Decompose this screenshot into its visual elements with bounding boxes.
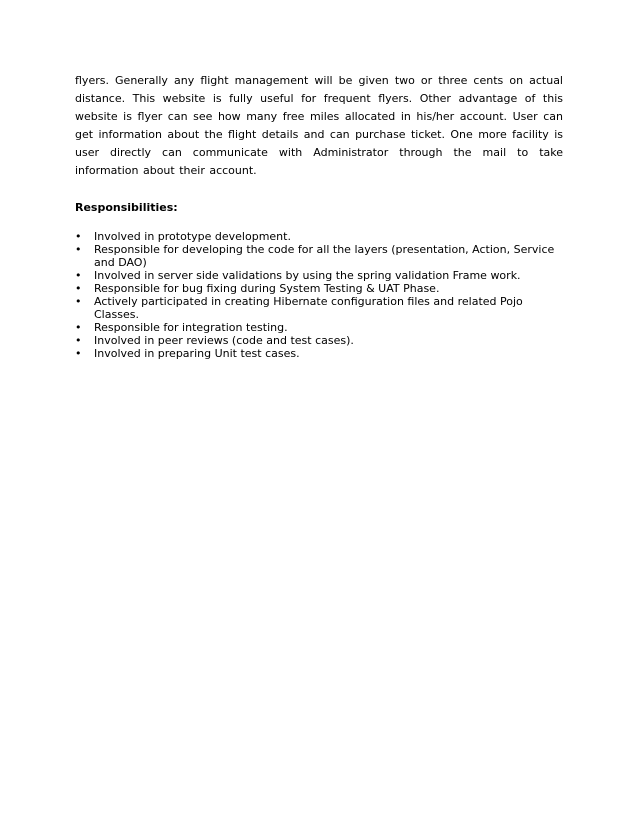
project-description-paragraph: flyers. Generally any flight management will be given two or three cents on actual distance. This website is fully useful for frequent flyers. Other advantage of this website is flyer can see how many free miles allocated in his/her account. User can get information about the flight details and can purchase ticket. One more facility is user directly can communicate with Administrator through the mail to take information about their account. xyxy=(75,74,563,177)
list-item-text: Actively participated in creating Hibernate configuration files and related Pojo Classes. xyxy=(94,295,523,321)
bullet-icon: • xyxy=(75,282,82,295)
list-item-text: Involved in preparing Unit test cases. xyxy=(94,347,300,360)
list-item-text: Involved in server side validations by using the spring validation Frame work. xyxy=(94,269,521,282)
bullet-icon: • xyxy=(75,230,82,243)
list-item xyxy=(75,230,563,243)
list-item xyxy=(75,334,563,347)
list-item xyxy=(75,321,563,334)
list-item xyxy=(75,243,563,269)
list-item-text: Involved in peer reviews (code and test cases). xyxy=(94,334,354,347)
bullet-icon: • xyxy=(75,243,82,256)
list-item xyxy=(75,295,563,321)
list-item xyxy=(75,347,563,360)
list-item-text: Responsible for developing the code for all the layers (presentation, Action, Service and DAO) xyxy=(94,243,555,269)
bullet-icon: • xyxy=(75,321,82,334)
bullet-icon: • xyxy=(75,269,82,282)
responsibilities-list xyxy=(75,230,563,360)
bullet-icon: • xyxy=(75,295,82,308)
list-item-text: Responsible for integration testing. xyxy=(94,321,288,334)
bullet-icon: • xyxy=(75,334,82,347)
list-item xyxy=(75,269,563,282)
list-item-text: Responsible for bug fixing during System Testing & UAT Phase. xyxy=(94,282,440,295)
responsibilities-heading: Responsibilities: xyxy=(75,201,178,214)
list-item xyxy=(75,282,563,295)
list-item-text: Involved in prototype development. xyxy=(94,230,291,243)
page-content xyxy=(75,72,563,360)
bullet-icon: • xyxy=(75,347,82,360)
